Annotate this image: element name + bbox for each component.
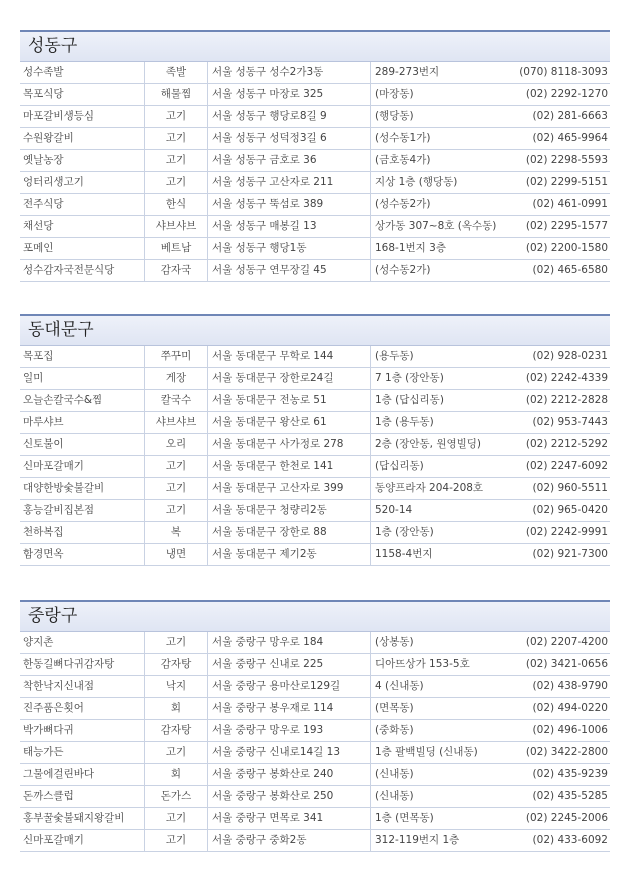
phone-number: (02) 494-0220 bbox=[514, 698, 610, 720]
table-row bbox=[20, 412, 610, 434]
restaurant-name: 양지촌 bbox=[20, 632, 145, 654]
street-address: 서울 중랑구 봉화산로 240 bbox=[208, 764, 371, 786]
food-type: 족발 bbox=[145, 62, 208, 84]
food-type: 감자탕 bbox=[145, 720, 208, 742]
table-row bbox=[20, 456, 610, 478]
food-type: 샤브샤브 bbox=[145, 412, 208, 434]
phone-number: (02) 3421-0656 bbox=[514, 654, 610, 676]
table-row bbox=[20, 346, 610, 368]
street-address: 서울 성동구 고산자로 211 bbox=[208, 172, 371, 194]
food-type: 고기 bbox=[145, 128, 208, 150]
table-row bbox=[20, 62, 610, 84]
street-address: 서울 중랑구 용마산로129길 bbox=[208, 676, 371, 698]
street-address: 서울 동대문구 한천로 141 bbox=[208, 456, 371, 478]
table-row bbox=[20, 522, 610, 544]
street-address: 서울 동대문구 장한로24길 bbox=[208, 368, 371, 390]
food-type: 낙지 bbox=[145, 676, 208, 698]
phone-number: (02) 928-0231 bbox=[514, 346, 610, 368]
restaurant-name: 수원왕갈비 bbox=[20, 128, 145, 150]
food-type: 고기 bbox=[145, 456, 208, 478]
address-detail: (면목동) bbox=[371, 698, 515, 720]
restaurant-name: 신토불이 bbox=[20, 434, 145, 456]
table-row bbox=[20, 106, 610, 128]
food-type: 고기 bbox=[145, 830, 208, 852]
food-type: 고기 bbox=[145, 150, 208, 172]
phone-number: (02) 2242-9991 bbox=[514, 522, 610, 544]
restaurant-name: 채선당 bbox=[20, 216, 145, 238]
address-detail: (중화동) bbox=[371, 720, 515, 742]
restaurant-table bbox=[20, 346, 610, 566]
food-type: 샤브샤브 bbox=[145, 216, 208, 238]
restaurant-name: 전주식당 bbox=[20, 194, 145, 216]
street-address: 서울 성동구 연무장길 45 bbox=[208, 260, 371, 282]
phone-number: (02) 953-7443 bbox=[514, 412, 610, 434]
phone-number: (02) 960-5511 bbox=[514, 478, 610, 500]
food-type: 감자탕 bbox=[145, 654, 208, 676]
street-address: 서울 성동구 성덕정3길 6 bbox=[208, 128, 371, 150]
food-type: 고기 bbox=[145, 808, 208, 830]
table-row bbox=[20, 500, 610, 522]
table-row bbox=[20, 544, 610, 566]
food-type: 쭈꾸미 bbox=[145, 346, 208, 368]
address-detail: 2층 (장안동, 원영빌딩) bbox=[371, 434, 515, 456]
address-detail: (신내동) bbox=[371, 786, 515, 808]
table-row bbox=[20, 742, 610, 764]
street-address: 서울 동대문구 제기2동 bbox=[208, 544, 371, 566]
address-detail: (성수동2가) bbox=[371, 260, 515, 282]
address-detail: 7 1층 (장안동) bbox=[371, 368, 515, 390]
address-detail: (답십리동) bbox=[371, 456, 515, 478]
street-address: 서울 성동구 행당1동 bbox=[208, 238, 371, 260]
table-row bbox=[20, 654, 610, 676]
phone-number: (02) 2292-1270 bbox=[514, 84, 610, 106]
restaurant-name: 박가뼈다귀 bbox=[20, 720, 145, 742]
phone-number: (02) 465-6580 bbox=[514, 260, 610, 282]
address-detail: 4 (신내동) bbox=[371, 676, 515, 698]
section-jungnang bbox=[20, 600, 610, 852]
food-type: 칼국수 bbox=[145, 390, 208, 412]
street-address: 서울 중랑구 신내로14길 13 bbox=[208, 742, 371, 764]
street-address: 서울 동대문구 사가정로 278 bbox=[208, 434, 371, 456]
phone-number: (02) 2247-6092 bbox=[514, 456, 610, 478]
restaurant-name: 목포집 bbox=[20, 346, 145, 368]
phone-number: (02) 2212-5292 bbox=[514, 434, 610, 456]
address-detail: 1층 (장안동) bbox=[371, 522, 515, 544]
section-title: 중랑구 bbox=[20, 600, 610, 632]
street-address: 서울 중랑구 망우로 184 bbox=[208, 632, 371, 654]
table-row bbox=[20, 260, 610, 282]
phone-number: (02) 2298-5593 bbox=[514, 150, 610, 172]
food-type: 고기 bbox=[145, 632, 208, 654]
table-row bbox=[20, 84, 610, 106]
food-type: 복 bbox=[145, 522, 208, 544]
phone-number: (02) 496-1006 bbox=[514, 720, 610, 742]
phone-number: (02) 2242-4339 bbox=[514, 368, 610, 390]
food-type: 감자국 bbox=[145, 260, 208, 282]
table-row bbox=[20, 632, 610, 654]
food-type: 고기 bbox=[145, 172, 208, 194]
address-detail: 1층 (용두동) bbox=[371, 412, 515, 434]
street-address: 서울 중랑구 망우로 193 bbox=[208, 720, 371, 742]
address-detail: (금호동4가) bbox=[371, 150, 515, 172]
section-title: 동대문구 bbox=[20, 314, 610, 346]
food-type: 냉면 bbox=[145, 544, 208, 566]
food-type: 게장 bbox=[145, 368, 208, 390]
phone-number: (02) 281-6663 bbox=[514, 106, 610, 128]
phone-number: (02) 433-6092 bbox=[514, 830, 610, 852]
street-address: 서울 중랑구 면목로 341 bbox=[208, 808, 371, 830]
food-type: 해물찜 bbox=[145, 84, 208, 106]
food-type: 베트남 bbox=[145, 238, 208, 260]
phone-number: (02) 465-9964 bbox=[514, 128, 610, 150]
restaurant-name: 돈까스클럽 bbox=[20, 786, 145, 808]
restaurant-name: 홍능갈비집본점 bbox=[20, 500, 145, 522]
street-address: 서울 동대문구 무학로 144 bbox=[208, 346, 371, 368]
table-row bbox=[20, 194, 610, 216]
restaurant-name: 착한낙지신내점 bbox=[20, 676, 145, 698]
food-type: 회 bbox=[145, 698, 208, 720]
restaurant-table bbox=[20, 632, 610, 852]
table-row bbox=[20, 786, 610, 808]
address-detail: 1층 팔백빌딩 (신내동) bbox=[371, 742, 515, 764]
street-address: 서울 성동구 매봉길 13 bbox=[208, 216, 371, 238]
table-row bbox=[20, 238, 610, 260]
address-detail: 1층 (답십리동) bbox=[371, 390, 515, 412]
section-seongdong bbox=[20, 30, 610, 282]
street-address: 서울 동대문구 고산자로 399 bbox=[208, 478, 371, 500]
street-address: 서울 중랑구 봉화산로 250 bbox=[208, 786, 371, 808]
restaurant-name: 신마포갈매기 bbox=[20, 830, 145, 852]
street-address: 서울 중랑구 중화2동 bbox=[208, 830, 371, 852]
address-detail: 289-273번지 bbox=[371, 62, 515, 84]
phone-number: (02) 435-9239 bbox=[514, 764, 610, 786]
address-detail: 520-14 bbox=[371, 500, 515, 522]
table-row bbox=[20, 368, 610, 390]
address-detail: (용두동) bbox=[371, 346, 515, 368]
food-type: 고기 bbox=[145, 478, 208, 500]
restaurant-name: 일미 bbox=[20, 368, 145, 390]
restaurant-name: 태능가든 bbox=[20, 742, 145, 764]
restaurant-name: 천하복집 bbox=[20, 522, 145, 544]
restaurant-name: 마루샤브 bbox=[20, 412, 145, 434]
food-type: 고기 bbox=[145, 106, 208, 128]
restaurant-name: 진주품은횟어 bbox=[20, 698, 145, 720]
address-detail: (마장동) bbox=[371, 84, 515, 106]
food-type: 한식 bbox=[145, 194, 208, 216]
address-detail: 상가동 307~8호 (옥수동) bbox=[371, 216, 515, 238]
street-address: 서울 성동구 성수2가3동 bbox=[208, 62, 371, 84]
food-type: 고기 bbox=[145, 742, 208, 764]
street-address: 서울 성동구 뚝섬로 389 bbox=[208, 194, 371, 216]
table-row bbox=[20, 434, 610, 456]
address-detail: 168-1번지 3층 bbox=[371, 238, 515, 260]
street-address: 서울 성동구 행당로8길 9 bbox=[208, 106, 371, 128]
food-type: 오리 bbox=[145, 434, 208, 456]
food-type: 돈가스 bbox=[145, 786, 208, 808]
restaurant-name: 홍부꿀숯불돼지왕갈비 bbox=[20, 808, 145, 830]
street-address: 서울 성동구 금호로 36 bbox=[208, 150, 371, 172]
phone-number: (02) 2245-2006 bbox=[514, 808, 610, 830]
restaurant-name: 엉터리생고기 bbox=[20, 172, 145, 194]
address-detail: (상봉동) bbox=[371, 632, 515, 654]
street-address: 서울 중랑구 봉우재로 114 bbox=[208, 698, 371, 720]
phone-number: (02) 2299-5151 bbox=[514, 172, 610, 194]
restaurant-name: 대양한방숯불갈비 bbox=[20, 478, 145, 500]
table-row bbox=[20, 390, 610, 412]
table-row bbox=[20, 764, 610, 786]
restaurant-name: 그물에걸린바다 bbox=[20, 764, 145, 786]
address-detail: (성수동1가) bbox=[371, 128, 515, 150]
phone-number: (02) 2212-2828 bbox=[514, 390, 610, 412]
table-row bbox=[20, 478, 610, 500]
restaurant-name: 한동길뼈다귀감자탕 bbox=[20, 654, 145, 676]
food-type: 고기 bbox=[145, 500, 208, 522]
address-detail: 지상 1층 (행당동) bbox=[371, 172, 515, 194]
table-row bbox=[20, 830, 610, 852]
restaurant-name: 함경면옥 bbox=[20, 544, 145, 566]
street-address: 서울 동대문구 왕산로 61 bbox=[208, 412, 371, 434]
table-row bbox=[20, 720, 610, 742]
phone-number: (02) 438-9790 bbox=[514, 676, 610, 698]
restaurant-name: 마포갈비생등심 bbox=[20, 106, 145, 128]
address-detail: (신내동) bbox=[371, 764, 515, 786]
restaurant-name: 성수감자국전문식당 bbox=[20, 260, 145, 282]
address-detail: 디아뜨상가 153-5호 bbox=[371, 654, 515, 676]
restaurant-name: 성수족발 bbox=[20, 62, 145, 84]
table-row bbox=[20, 676, 610, 698]
address-detail: (행당동) bbox=[371, 106, 515, 128]
address-detail: 1158-4번지 bbox=[371, 544, 515, 566]
address-detail: 동양프라자 204-208호 bbox=[371, 478, 515, 500]
table-row bbox=[20, 808, 610, 830]
phone-number: (070) 8118-3093 bbox=[514, 62, 610, 84]
street-address: 서울 중랑구 신내로 225 bbox=[208, 654, 371, 676]
table-row bbox=[20, 216, 610, 238]
table-row bbox=[20, 698, 610, 720]
restaurant-table bbox=[20, 62, 610, 282]
street-address: 서울 동대문구 전농로 51 bbox=[208, 390, 371, 412]
phone-number: (02) 2200-1580 bbox=[514, 238, 610, 260]
restaurant-name: 포메인 bbox=[20, 238, 145, 260]
phone-number: (02) 965-0420 bbox=[514, 500, 610, 522]
table-row bbox=[20, 172, 610, 194]
phone-number: (02) 2207-4200 bbox=[514, 632, 610, 654]
restaurant-name: 옛날농장 bbox=[20, 150, 145, 172]
table-row bbox=[20, 150, 610, 172]
restaurant-name: 오늘손칼국수&찜 bbox=[20, 390, 145, 412]
section-dongdaemun bbox=[20, 314, 610, 566]
restaurant-name: 신마포갈매기 bbox=[20, 456, 145, 478]
restaurant-name: 목포식당 bbox=[20, 84, 145, 106]
phone-number: (02) 3422-2800 bbox=[514, 742, 610, 764]
phone-number: (02) 461-0991 bbox=[514, 194, 610, 216]
street-address: 서울 동대문구 청량리2동 bbox=[208, 500, 371, 522]
street-address: 서울 동대문구 장한로 88 bbox=[208, 522, 371, 544]
phone-number: (02) 435-5285 bbox=[514, 786, 610, 808]
address-detail: 1층 (면목동) bbox=[371, 808, 515, 830]
address-detail: 312-119번지 1층 bbox=[371, 830, 515, 852]
table-row bbox=[20, 128, 610, 150]
phone-number: (02) 921-7300 bbox=[514, 544, 610, 566]
address-detail: (성수동2가) bbox=[371, 194, 515, 216]
food-type: 회 bbox=[145, 764, 208, 786]
phone-number: (02) 2295-1577 bbox=[514, 216, 610, 238]
street-address: 서울 성동구 마장로 325 bbox=[208, 84, 371, 106]
section-title: 성동구 bbox=[20, 30, 610, 62]
